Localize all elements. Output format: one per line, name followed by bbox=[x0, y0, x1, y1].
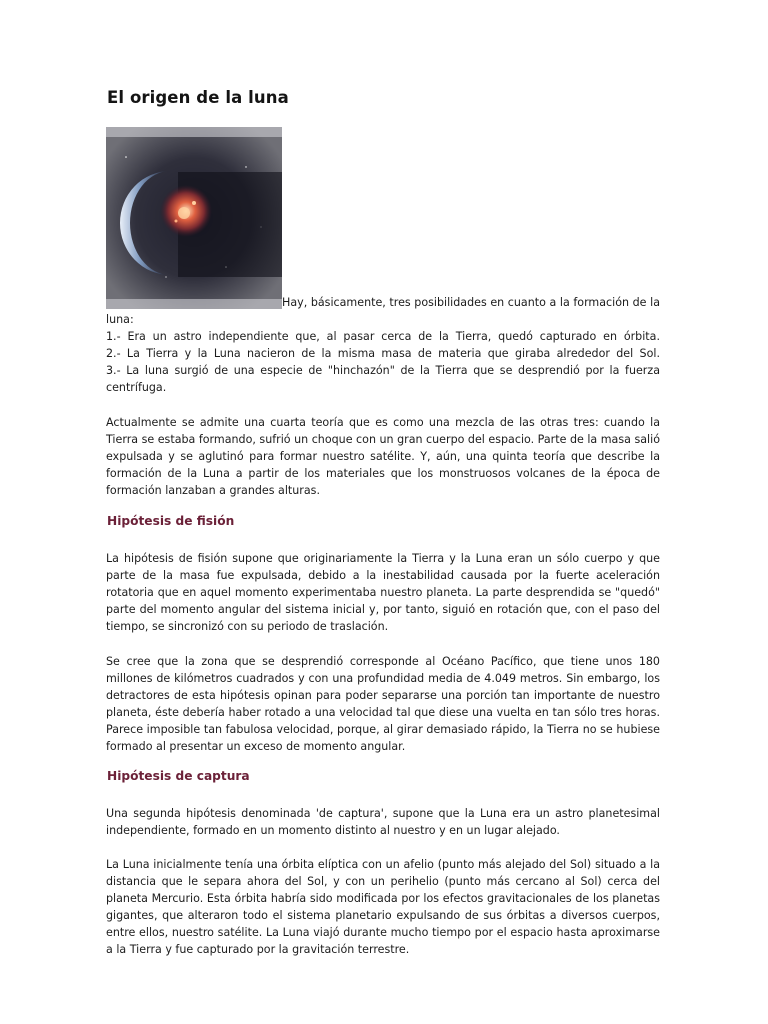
intro-list bbox=[106, 311, 660, 396]
paragraph-captura-2: La Luna inicialmente tenía una órbita elíptica con un afelio (punto más alejado del Sol) situado a la distancia que le separa ahora del Sol, y con un perihelio (punto más cercano al Sol) cerca del planeta Mercurio. Esta órbita habría sido modificada por los efectos gravitacionales de los planetas gigantes, que alteraron todo el sistema planetario expulsando de sus órbitas a diversos cuerpos, entre ellos, nuestro satélite. La Luna viajó durante mucho tiempo por el espacio hasta aproximarse a la Tierra y fue capturado por la gravitación terrestre. bbox=[106, 858, 660, 956]
page-title: El origen de la luna bbox=[107, 88, 289, 107]
intro-line: 1.- Era un astro independiente que, al pasar cerca de la Tierra, quedó capturado en órbita. bbox=[106, 330, 660, 343]
intro-line: 2.- La Tierra y la Luna nacieron de la misma masa de materia que giraba alrededor del Sol. bbox=[106, 347, 660, 360]
intro-line: luna: bbox=[106, 313, 134, 326]
intro-line: centrífuga. bbox=[106, 381, 167, 394]
paragraph-captura-1: Una segunda hipótesis denominada 'de captura', supone que la Luna era un astro planetesimal independiente, formado en un momento distinto al nuestro y en un lugar alejado. bbox=[106, 807, 660, 837]
paragraph-fision-2: Se cree que la zona que se desprendió corresponde al Océano Pacífico, que tiene unos 180 millones de kilómetros cuadrados y con una profundidad media de 4.049 metros. Sin embargo, los detractores de esta hipótesis opinan para poder separarse una porción tan importante de nuestro planeta, éste debería haber rotado a una velocidad tal que diese una vuelta en tan sólo tres horas. Parece imposible tan fabulosa velocidad, porque, al girar demasiado rápido, la Tierra no se hubiese formado al presentar un exceso de momento angular. bbox=[106, 655, 660, 753]
paragraph-fision-1: La hipótesis de fisión supone que originariamente la Tierra y la Luna eran un sólo cuerpo y que parte de la masa fue expulsada, debido a la inestabilidad causada por la fuerte aceleración rotatoria que en aquel momento experimentaba nuestro planeta. La parte desprendida se "quedó" parte del momento angular del sistema inicial y, por tanto, siguió en rotación que, con el paso del tiempo, se sincronizó con su periodo de traslación. bbox=[106, 552, 660, 633]
moon-impact-image bbox=[106, 127, 282, 309]
paragraph-cuarta-teoria: Actualmente se admite una cuarta teoría que es como una mezcla de las otras tres: cuando la Tierra se estaba formando, sufrió un choque con un gran cuerpo del espacio. Parte de la masa salió expulsada y se aglutinó para formar nuestro satélite. Y, aún, una quinta teoría que describe la formación de la Luna a partir de los materiales que los monstruosos volcanes de la época de formación lanzaban a grandes alturas. bbox=[106, 416, 660, 497]
intro-first-line: Hay, básicamente, tres posibilidades en cuanto a la formación de la bbox=[282, 296, 660, 309]
moon-impact-illustration bbox=[106, 127, 282, 309]
intro-line: 3.- La luna surgió de una especie de "hinchazón" de la Tierra que se desprendió por la fuerza bbox=[106, 364, 660, 377]
heading-captura: Hipótesis de captura bbox=[107, 769, 250, 783]
heading-fision: Hipótesis de fisión bbox=[107, 514, 235, 528]
